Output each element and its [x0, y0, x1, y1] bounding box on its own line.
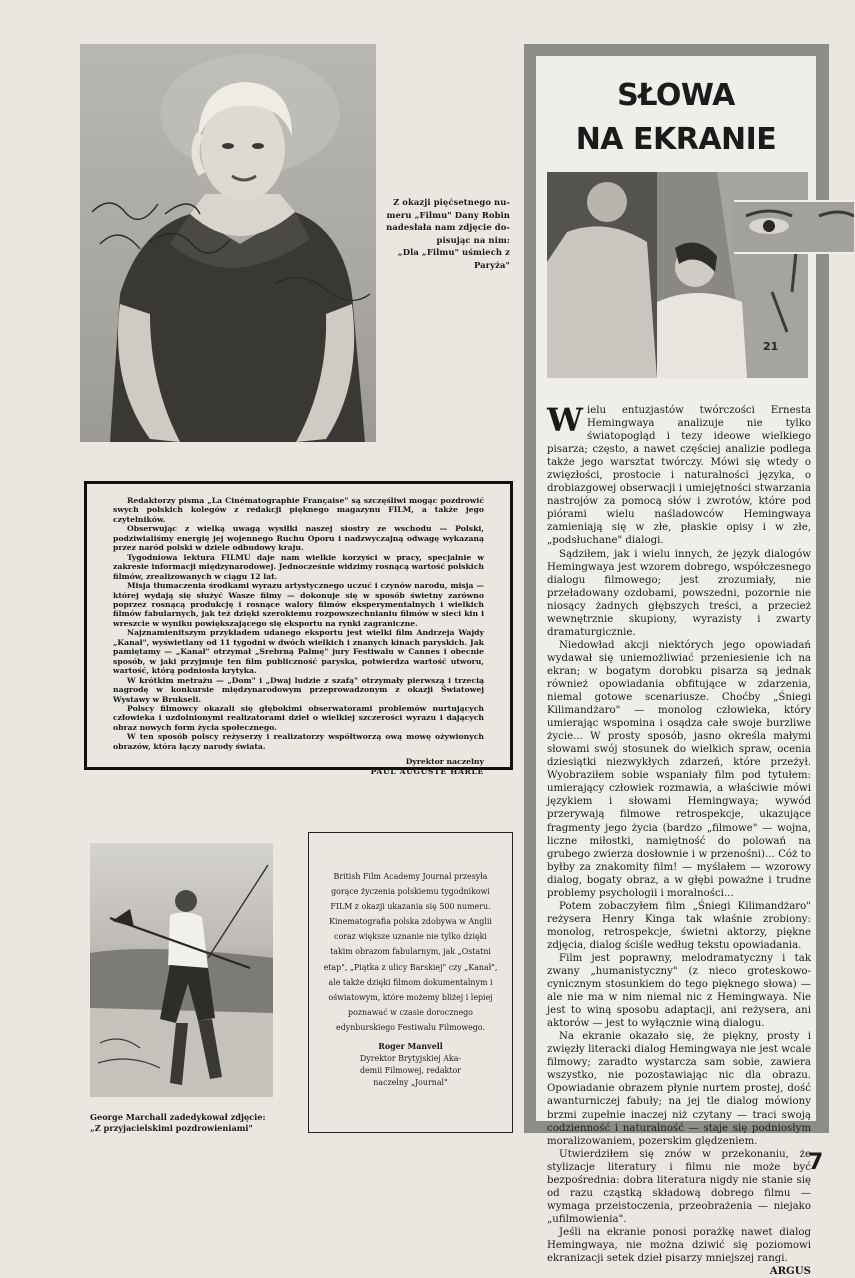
letter-signature-title: Dyrektor naczelny: [405, 757, 484, 767]
drop-cap: W: [547, 401, 583, 439]
bfa-text: British Film Academy Journal przesyła gorące życzenia polskiemu tygodnikowi FILM z okazji ukazania się 500 numeru. Kinematografia polska zdobywa w Anglii coraz większe uznanie nie tylko dzięki takim obrazom fabularnym, jak „Ostatni etap", „Piątka z ulicy Barskiej" czy „Kanał", ale także dzięki filmom dokumentalnym i oświatowym, które możemy bliżej i lepiej poznawać w czasie dorocznego edynburskiego Festiwalu Filmowego.: [323, 872, 498, 1032]
page-number: 7: [808, 1150, 824, 1175]
letter-paragraph: Polscy filmowcy okazali się głębokimi obserwatorami problemów nurtujących człowieka i uzdolnionymi realizatorami dzieł o wielkiej szczerości wyrazu i dających obraz nowych form życia społecznego.: [113, 703, 484, 732]
letter-paragraph: Misja tłumaczenia środkami wyrazu artystycznego uczuć i czynów narodu, misja — której wydają się służyć Wasze filmy — dokonuje się w sposób świetny zarówno poprzez rosnącą produkcję i rosnące walory filmów eksperymentalnych i wielkich filmów fabularnych, jak też dzięki szerokiemu rozpowszechnianiu filmów w sieci kin i wreszcie w wyniku powiększającego się eksportu na rynki zagraniczne.: [113, 581, 484, 628]
caption-line: Paryża": [473, 259, 510, 270]
dany-robin-photo: [80, 44, 376, 442]
caption-line: pisując na nim:: [436, 234, 510, 245]
article-paragraph: Sądziłem, jak i wielu innych, że język dialogów Hemingwaya jest wzorem dobrego, współczesnego dialogu filmowego; jest zrozumiały, nie przeładowany ozdobami, powszedni, pozornie nie niosący żadnych głębszych treści, a przecież wewnętrznie skupiony, wyrazisty i zwarty dramaturgicznie.: [547, 548, 811, 638]
article-paragraph: Film jest poprawny, melodramatyczny i tak zwany „humanistyczny" (z nieco groteskowo-cynicznym stosunkiem do tego pięknego słowa) — ale nie ma w nim niemal nic z Hemingwaya. Nie jest to winą sposobu adaptacji, ani reżysera, ani aktorów — jest to wyłącznie winą dialogu.: [547, 952, 811, 1030]
caption-line: nadesłała nam zdjęcie do-: [386, 222, 510, 233]
photo-caption-george-marchall: [90, 1112, 290, 1134]
caption-line: meru „Filmu" Dany Robin: [386, 209, 510, 220]
letter-paragraph: W krótkim metrażu — „Dom" i „Dwaj ludzie z szafą" otrzymały pierwszą i trzecią nagrodę w konkursie międzynarodowym przeprowadzonym z okazji Światowej Wystawy w Brukseli.: [113, 675, 484, 704]
british-film-academy-letter: [308, 832, 513, 1133]
letter-paragraph: W ten sposób polscy reżyserzy i realizatorzy współtworzą ową mowę ożywionych obrazów, która łączy narody świata.: [113, 732, 484, 751]
article-paragraph: Potem zobaczyłem film „Śniegi Kilimandżaro" reżysera Henry Kinga tak właśnie zrobiony: monolog, retrospekcje, świetni aktorzy, piękne zdjęcia, dialog ściśle według tekstu opowiadania.: [547, 900, 811, 951]
bfa-signature-name: Roger Manvell: [378, 1042, 443, 1052]
eyes-closeup-photo: [734, 200, 854, 254]
letter-signature-name: PAUL AUGUSTE HARLE: [370, 766, 484, 776]
bfa-signature-line: naczelny „Journal": [373, 1078, 448, 1088]
title-line-1: SŁOWA: [617, 78, 735, 113]
article-paragraph-text: ielu entuzjastów twórczości Ernesta Hemingwaya analizuje nie tylko światopogląd i tezy ideowe wielkiego pisarza; często, a nawet częściej analizie podlega także jego warsztat twórczy. Mówi się wtedy o zwięzłości, prostocie i naturalności języka, o drobiazgowej obserwacji i umiejętności stwarzania nastrojów za pomocą słów i zwrotów, które pod piórami wielu naśladowców Hemingwaya zamieniają się w złe, płaskie opisy i w złe, „podsłuchane" dialogi.: [547, 405, 811, 547]
article-paragraph: Na ekranie okazało się, że piękny, prosty i zwięzły literacki dialog Hemingwaya nie jest wcale filmowy; zaradto wystarcza sam sobie, zawiera wszystko, nie pozostawiając nic dla obrazu. Opowiadanie obrazem płynie nurtem prostej, dość awanturniczej fabuły; na jej tle dialog mówiony brzmi zupełnie inaczej niż czytany — traci swoją codzienność i naturalność — staje się podniosłym moralizowaniem, pozerskim ględzeniem.: [547, 1031, 811, 1147]
article-body: [547, 401, 811, 1278]
caption-line: „Dla „Filmu" uśmiech z: [397, 247, 510, 258]
bfa-signature: [323, 1041, 498, 1089]
photo-caption-dany-robin: [380, 196, 510, 272]
caption-line: George Marchall zadedykował zdjęcie:: [90, 1112, 266, 1122]
george-marchall-photo: [90, 843, 273, 1097]
letter-paragraph: Tygodniowa lektura FILMU daje nam wielkie korzyści w pracy, specjalnie w zakresie informacji międzynarodowej. Jednocześnie widzimy rosnącą wartość polskich filmów, zrealizowanych w ciągu 12 lat.: [113, 552, 484, 581]
bfa-signature-line: demii Filmowej, redaktor: [359, 1066, 462, 1076]
photo-number: 21: [763, 340, 779, 353]
cinematographie-francaise-letter: [84, 481, 513, 776]
caption-line: Z okazji pięćsetnego nu-: [393, 197, 510, 207]
caption-line: „Z przyjacielskimi pozdrowieniami": [90, 1123, 253, 1133]
title-line-2: NA EKRANIE: [575, 122, 777, 157]
article-title: [536, 74, 816, 162]
article-paragraph: Niedowład akcji niektórych jego opowiadań wydawał się uniemożliwiać przeniesienie ich na ekran; w bogatym dorobku pisarza są jednak również opowiadania obfitujące w zdarzenia, niemal gotowe scenariusze. Choćby „Śniegi Kilimandżaro" — monolog człowieka, który umierając wspomina i osądza całe swoje burzliwe życie... W prosty sposób, jasno określa małymi słowami swój stosunek do wielkich spraw, ocenia dziesiątki niezwykłych zdarzeń, które przeżył. Wyobraziłem sobie wspaniały film pod tytułem: umierający człowiek rozmawia, a właściwie mówi językiem i słowami Hemingwaya; wywód przerywają filmowe retrospekcje, ukazujące fragmenty jego życia (bardzo „filmowe" — wojna, liczne miłostki, namiętność do polowań na grubego zwierza dosłownie i w przenośni)... Cóż to byłby za znakomity film! — myślałem — wzorowy dialog, bogaty obraz, a w głębi poważne i trudne problemy psychologii i moralności...: [547, 639, 811, 899]
letter-paragraph: Redaktorzy pisma „La Cinématographie Française" są szczęśliwi mogąc pozdrowić swych polskich kolegów z redakcji pięknego magazynu FILM, a także jego czytelników.: [113, 496, 484, 524]
article-paragraph: Utwierdziłem się znów w przekonaniu, że stylizacje literatury i filmu nie może być bezpośrednia: dobra literatura nigdy nie stanie się od razu cząstką składową dobrego filmu — wymaga przeistoczenia, przeobrażenia — niejako „ufilmowienia".: [547, 1148, 811, 1225]
letter-paragraph: Obserwując z wielką uwagą wysiłki naszej siostry ze wschodu — Polski, podziwialiśmy energię jej wojennego Ruchu Oporu i nadzwyczajną odwagę wykazaną przez naród polski w dziele odbudowy kraju.: [113, 524, 484, 553]
letter-paragraph: Najznamienitszym przykładem udanego eksportu jest wielki film Andrzeja Wajdy „Kanał", wyświetlany od 11 tygodni w dwóch wielkich i znanych kinach paryskich. Jak pamiętamy — „Kanał" otrzymał „Srebrną Palmę" jury Festiwalu w Cannes i obecnie sposób, w jaki przyjmuje ten film publiczność paryska, potwierdza wartość utworu, wartość, którą podniosła krytyka.: [113, 628, 484, 676]
bfa-signature-line: Dyrektor Brytyjskiej Aka-: [359, 1054, 462, 1064]
article-author: ARGUS: [769, 1265, 811, 1278]
article-paragraph: Jeśli na ekranie ponosi porażkę nawet dialog Hemingwaya, nie można dziwić się poziomowi ekranizacji setek dzieł pisarzy mniejszej rangi.: [547, 1226, 811, 1265]
article-paragraph: [547, 401, 811, 548]
